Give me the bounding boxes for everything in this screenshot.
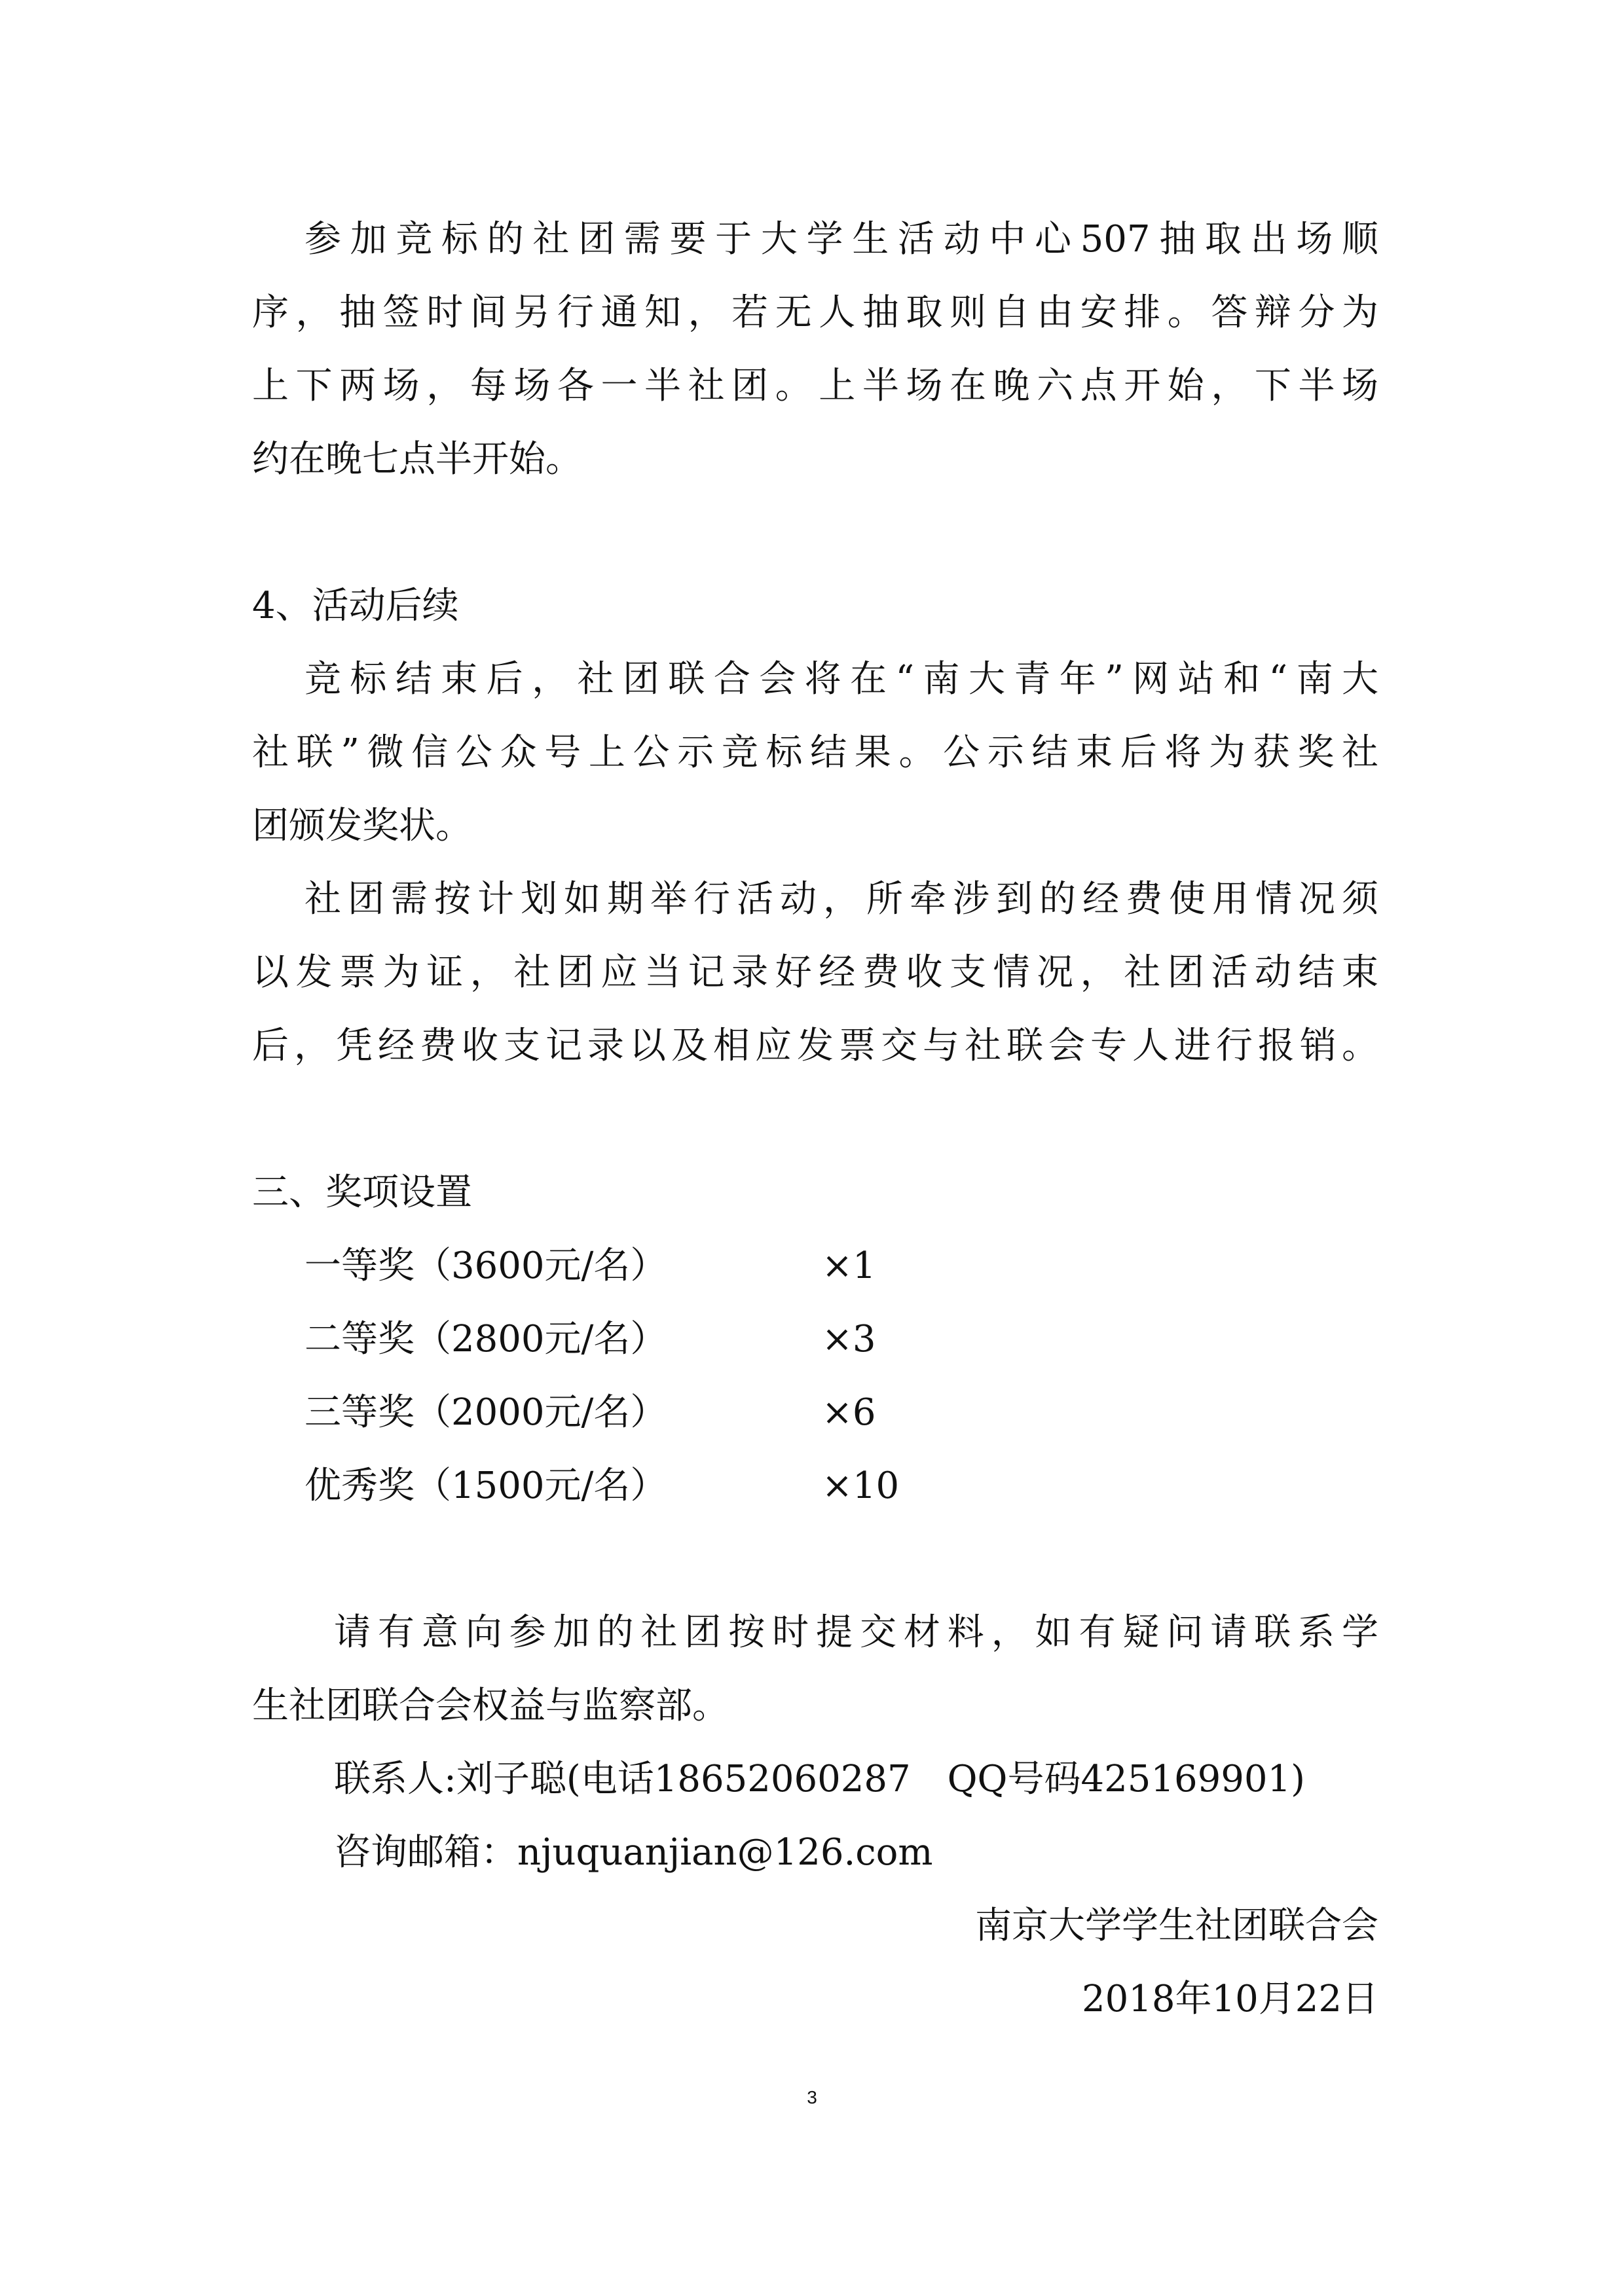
awards-heading: 三、奖项设置 bbox=[252, 1171, 472, 1214]
closing-line-2: 生社团联合会权益与监察部。 bbox=[252, 1685, 729, 1727]
page-number: 3 bbox=[807, 2087, 817, 2107]
followup-heading: 4、活动后续 bbox=[252, 585, 459, 627]
prize-name-excellence: 优秀奖（1500元/名） bbox=[304, 1465, 667, 1507]
draw-paragraph-line-4: 约在晚七点半开始。 bbox=[252, 438, 582, 481]
draw-paragraph-line-1: 参加竞标的社团需要于大学生活动中心507抽取出场顺 bbox=[304, 218, 1378, 261]
prize-name-third: 三等奖（2000元/名） bbox=[304, 1391, 667, 1434]
document-date: 2018年10月22日 bbox=[1081, 1978, 1378, 2020]
prize-count-first: ×1 bbox=[822, 1245, 876, 1287]
draw-paragraph-line-3: 上下两场，每场各一半社团。上半场在晚六点开始，下半场 bbox=[252, 365, 1378, 407]
contact-line: 联系人:刘子聪(电话18652060287 QQ号码425169901) bbox=[334, 1758, 1305, 1800]
prize-count-second: ×3 bbox=[822, 1318, 876, 1360]
prize-count-third: ×6 bbox=[822, 1391, 876, 1434]
prize-count-excellence: ×10 bbox=[822, 1465, 900, 1507]
organization-signature: 南京大学学生社团联合会 bbox=[975, 1904, 1378, 1947]
closing-line-1: 请有意向参加的社团按时提交材料，如有疑问请联系学 bbox=[334, 1611, 1378, 1654]
draw-paragraph-line-2: 序，抽签时间另行通知，若无人抽取则自由安排。答辩分为 bbox=[252, 291, 1378, 334]
followup-paragraph2-line-3: 后，凭经费收支记录以及相应发票交与社联会专人进行报销。 bbox=[252, 1025, 1378, 1067]
followup-paragraph1-line-2: 社联”微信公众号上公示竞标结果。公示结束后将为获奖社 bbox=[252, 731, 1378, 774]
prize-name-second: 二等奖（2800元/名） bbox=[304, 1318, 667, 1360]
prize-name-first: 一等奖（3600元/名） bbox=[304, 1245, 667, 1287]
email-line: 咨询邮箱：njuquanjian@126.com bbox=[334, 1831, 933, 1874]
followup-paragraph2-line-2: 以发票为证，社团应当记录好经费收支情况，社团活动结束 bbox=[252, 951, 1378, 994]
followup-paragraph1-line-1: 竞标结束后，社团联合会将在“南大青年”网站和“南大 bbox=[304, 658, 1378, 701]
followup-paragraph2-line-1: 社团需按计划如期举行活动，所牵涉到的经费使用情况须 bbox=[304, 878, 1378, 920]
followup-paragraph1-line-3: 团颁发奖状。 bbox=[252, 805, 472, 847]
